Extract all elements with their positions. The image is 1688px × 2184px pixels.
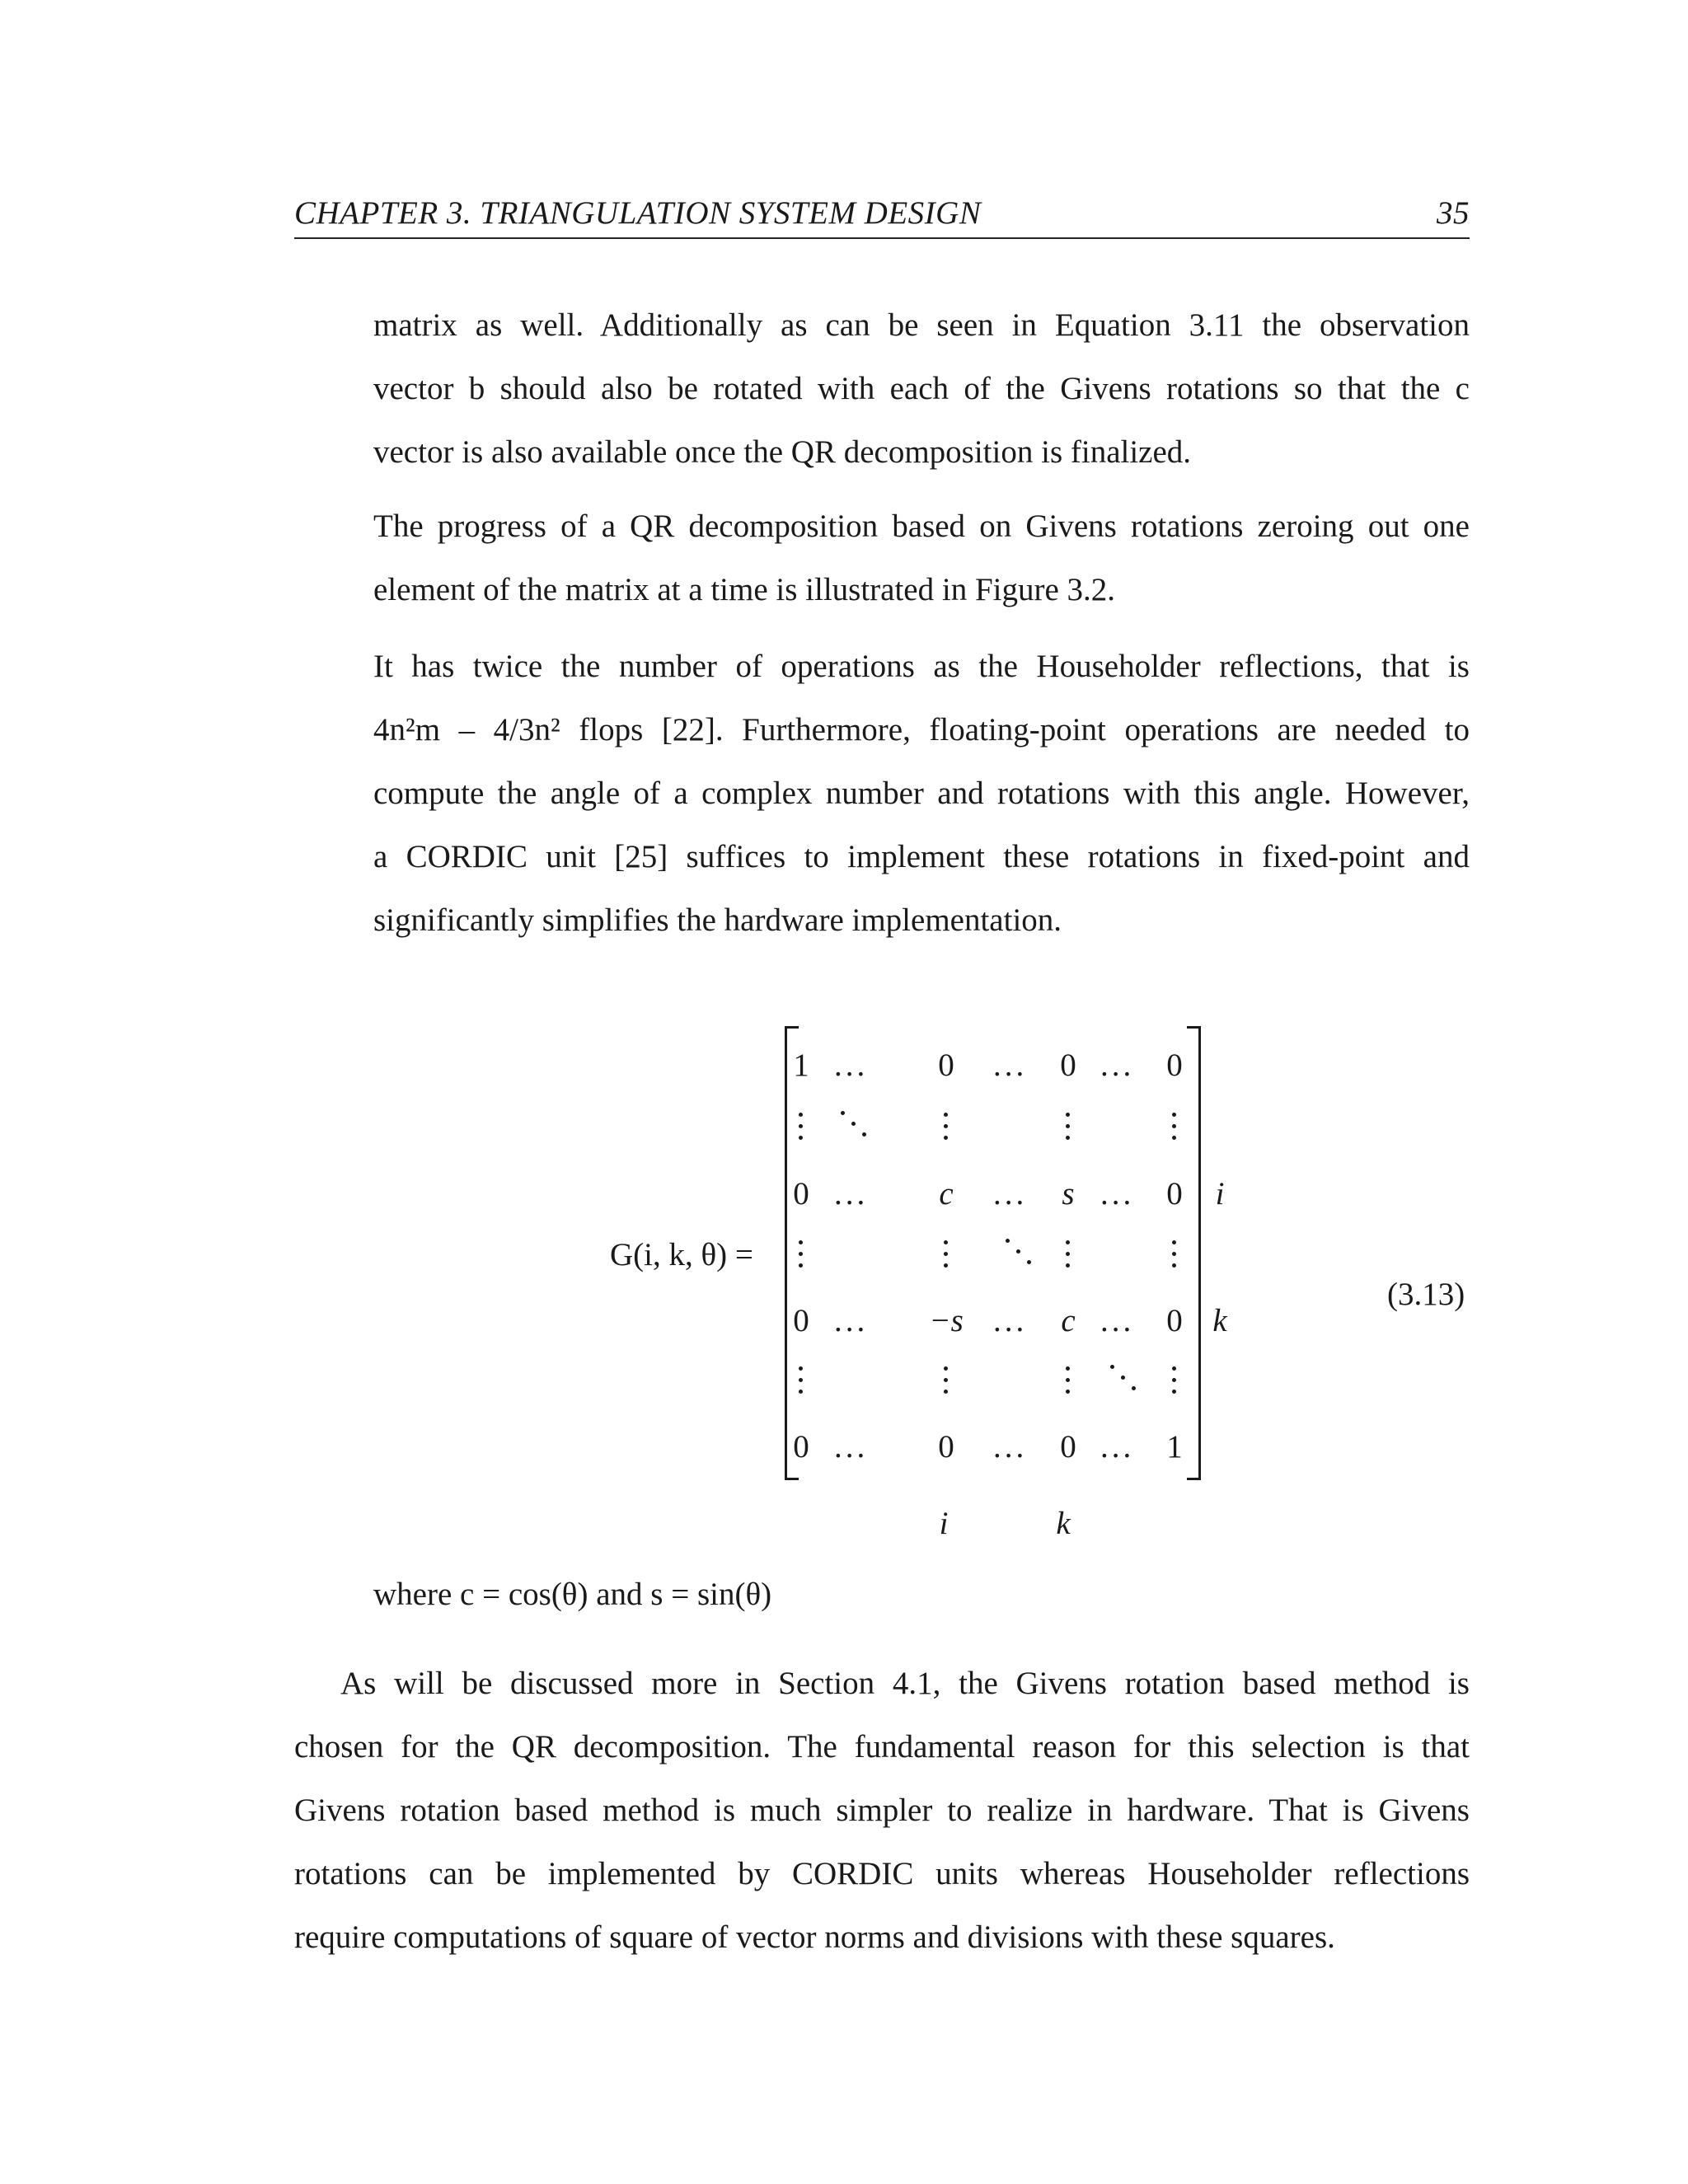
vertical-dots <box>944 1240 949 1275</box>
matrix-ellipsis: ... <box>1100 1303 1135 1338</box>
paragraph-2 <box>373 494 1470 621</box>
text-line: 4n²m – 4/3n² flops [22]. Furthermore, floating-point operations are needed to <box>373 712 1470 748</box>
vertical-dots <box>1172 1240 1177 1275</box>
vertical-dots <box>1172 1366 1177 1401</box>
page-number: 35 <box>1437 195 1470 231</box>
matrix-cell: s <box>1062 1176 1075 1212</box>
col-label-i: i <box>939 1506 949 1541</box>
matrix-cell: 0 <box>1060 1429 1076 1465</box>
paragraph-1 <box>373 293 1470 484</box>
text-line: It has twice the number of operations as the Householder reflections, that is <box>373 649 1470 684</box>
vertical-dots <box>1066 1366 1071 1401</box>
matrix-left-bracket <box>785 1026 799 1480</box>
vertical-dots <box>1066 1113 1071 1147</box>
text-line: vector is also available once the QR decomposition is finalized. <box>373 434 1192 470</box>
text-line: a CORDIC unit [25] suffices to implement these rotations in fixed-point and <box>373 839 1470 874</box>
paragraph-3 <box>373 635 1470 952</box>
matrix-cell: 0 <box>793 1176 809 1212</box>
paragraph-4 <box>294 1652 1470 1969</box>
matrix-cell: 0 <box>1060 1047 1076 1083</box>
vertical-dots <box>799 1240 804 1275</box>
matrix-cell: 0 <box>938 1429 954 1465</box>
matrix-ellipsis: ... <box>1100 1176 1135 1212</box>
matrix-cell: 1 <box>1166 1429 1183 1465</box>
matrix-cell: −s <box>929 1303 964 1338</box>
row-label-i: i <box>1215 1176 1225 1212</box>
matrix-cell: 0 <box>1166 1176 1183 1212</box>
text-line: As will be discussed more in Section 4.1, the Givens rotation based method is <box>340 1666 1470 1701</box>
text-line: chosen for the QR decomposition. The fundamental reason for this selection is that <box>294 1729 1470 1765</box>
vertical-dots <box>944 1113 949 1147</box>
text-line: significantly simplifies the hardware implementation. <box>373 902 1062 938</box>
matrix-cell: 0 <box>938 1047 954 1083</box>
matrix-ellipsis: ... <box>1100 1429 1135 1465</box>
matrix-ellipsis: ... <box>834 1047 869 1083</box>
matrix-cell: 1 <box>793 1047 809 1083</box>
text-line: compute the angle of a complex number and rotations with this angle. However, <box>373 776 1470 811</box>
matrix-cell: 0 <box>793 1303 809 1338</box>
vertical-dots <box>799 1366 804 1401</box>
matrix-ellipsis: ... <box>993 1047 1028 1083</box>
text-line: where c = cos(θ) and s = sin(θ) <box>373 1577 772 1612</box>
col-label-k: k <box>1056 1506 1071 1541</box>
matrix-cell: c <box>939 1176 954 1212</box>
diagonal-dots <box>1109 1363 1142 1396</box>
matrix-ellipsis: ... <box>993 1176 1028 1212</box>
matrix-cell: 0 <box>1166 1047 1183 1083</box>
vertical-dots <box>1066 1240 1071 1275</box>
vertical-dots <box>799 1113 804 1147</box>
where-clause <box>373 1563 1470 1626</box>
vertical-dots <box>944 1366 949 1401</box>
text-line: vector b should also be rotated with each of the Givens rotations so that the c <box>373 371 1470 406</box>
matrix-cell: 0 <box>793 1429 809 1465</box>
running-header <box>294 191 1470 239</box>
matrix-ellipsis: ... <box>834 1429 869 1465</box>
text-line: require computations of square of vector norms and divisions with these squares. <box>294 1919 1335 1955</box>
row-label-k: k <box>1212 1303 1227 1338</box>
matrix-cell: 0 <box>1166 1303 1183 1338</box>
vertical-dots <box>1172 1113 1177 1147</box>
matrix-ellipsis: ... <box>993 1303 1028 1338</box>
matrix-ellipsis: ... <box>1100 1047 1135 1083</box>
text-line: matrix as well. Additionally as can be seen in Equation 3.11 the observation <box>373 307 1470 343</box>
diagonal-dots <box>839 1109 872 1142</box>
text-line: The progress of a QR decomposition based on Givens rotations zeroing out one <box>373 509 1470 544</box>
equation-number: (3.13) <box>1387 1277 1465 1312</box>
matrix-cell: c <box>1061 1303 1076 1338</box>
text-line: element of the matrix at a time is illustrated in Figure 3.2. <box>373 572 1116 607</box>
matrix-ellipsis: ... <box>834 1303 869 1338</box>
equation-lhs: G(i, k, θ) = <box>610 1237 753 1272</box>
diagonal-dots <box>1004 1237 1037 1270</box>
text-line: Givens rotation based method is much simpler to realize in hardware. That is Givens <box>294 1793 1470 1828</box>
chapter-title: CHAPTER 3. TRIANGULATION SYSTEM DESIGN <box>294 195 982 231</box>
matrix-ellipsis: ... <box>834 1176 869 1212</box>
matrix-ellipsis: ... <box>993 1429 1028 1465</box>
matrix-right-bracket <box>1187 1026 1201 1480</box>
text-line: rotations can be implemented by CORDIC units whereas Householder reflections <box>294 1856 1470 1891</box>
